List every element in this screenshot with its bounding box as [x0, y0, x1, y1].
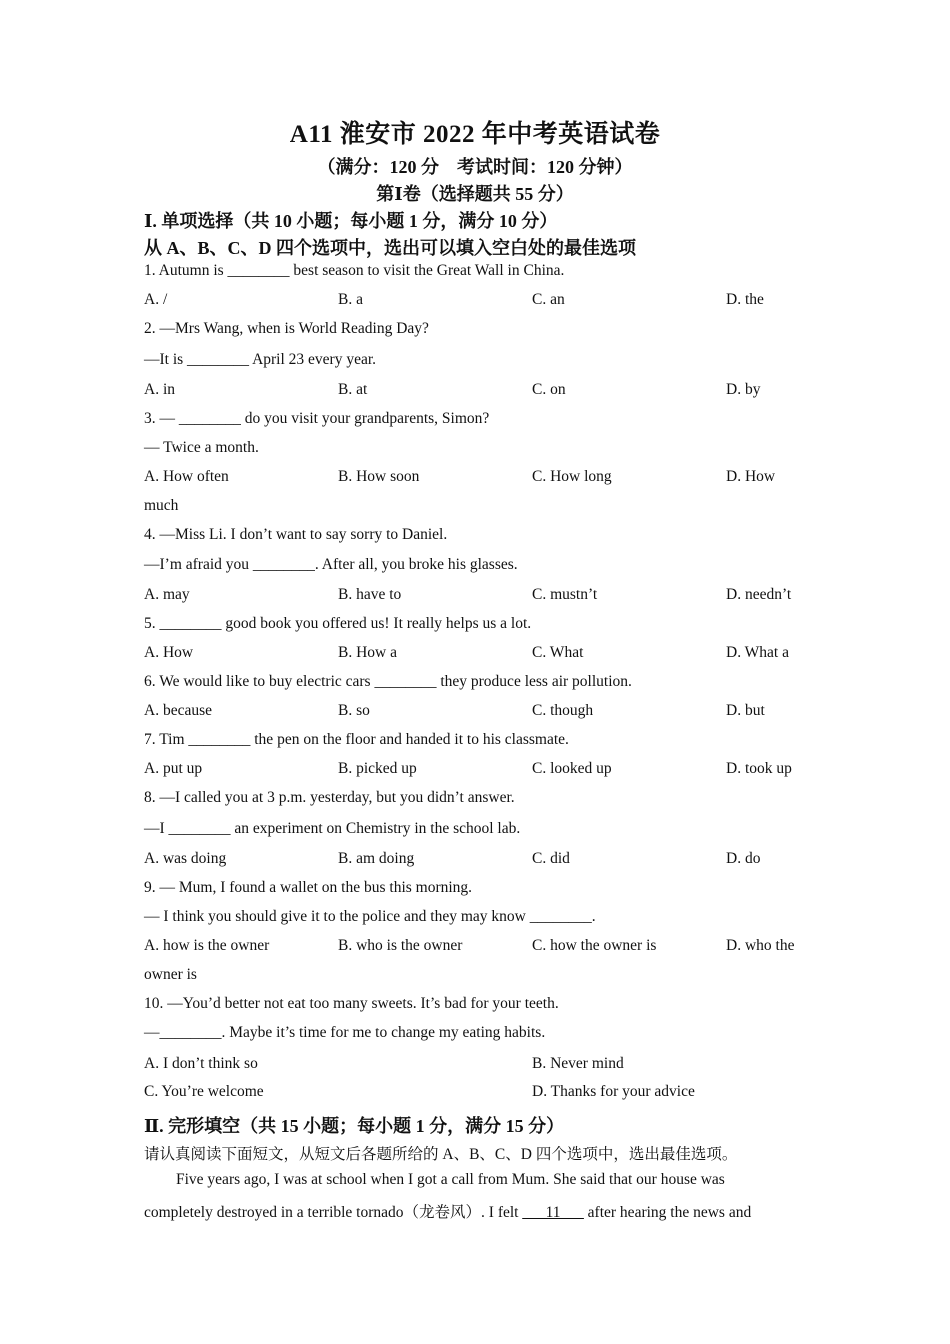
question-2-response: —It is ________ April 23 every year.	[144, 351, 377, 368]
question-3-option-a: A. How often	[144, 468, 229, 485]
question-2-option-d: D. by	[726, 381, 761, 398]
question-1-option-a: A. /	[144, 291, 168, 308]
question-7-option-c: C. looked up	[532, 760, 612, 777]
question-4-option-d: D. needn’t	[726, 586, 792, 603]
question-10-option-d: D. Thanks for your advice	[532, 1083, 695, 1100]
question-8-option-d: D. do	[726, 850, 761, 867]
question-2-option-c: C. on	[532, 381, 566, 398]
question-6-option-d: D. but	[726, 702, 765, 719]
section1-title: Ⅰ. 单项选择（共 10 小题；每小题 1 分，满分 10 分）	[144, 211, 558, 231]
question-4-option-c: C. mustn’t	[532, 586, 598, 603]
question-10-option-a: A. I don’t think so	[144, 1055, 258, 1072]
section1-instruction: 从 A、B、C、D 四个选项中，选出可以填入空白处的最佳选项	[144, 238, 637, 258]
question-6-option-c: C. though	[532, 702, 594, 719]
question-5-option-d: D. What a	[726, 644, 789, 661]
question-5-option-a: A. How	[144, 644, 194, 661]
question-8-stem: 8. —I called you at 3 p.m. yesterday, but you didn’t answer.	[144, 789, 515, 806]
question-4-option-b: B. have to	[338, 586, 402, 603]
question-8-option-c: C. did	[532, 850, 570, 867]
question-6-option-b: B. so	[338, 702, 370, 719]
question-8-option-b: B. am doing	[338, 850, 415, 867]
question-10-option-b: B. Never mind	[532, 1055, 624, 1072]
passage-line-2-end: after hearing the news and	[583, 1204, 752, 1221]
question-3-option-b: B. How soon	[338, 468, 420, 485]
question-1-option-d: D. the	[726, 291, 764, 308]
question-9-option-d: D. who the	[726, 937, 795, 954]
passage-line-2	[144, 1200, 751, 1222]
question-5-stem: 5. ________ good book you offered us! It really helps us a lot.	[144, 615, 532, 632]
question-9-option-b: B. who is the owner	[338, 937, 463, 954]
question-2-stem: 2. —Mrs Wang, when is World Reading Day?	[144, 320, 429, 337]
question-4-response: —I’m afraid you ________. After all, you broke his glasses.	[144, 556, 518, 573]
passage-line-2-start: completely destroyed in a terrible tornado（龙卷风）. I felt	[144, 1204, 523, 1221]
question-3-stem: 3. — ________ do you visit your grandparents, Simon?	[144, 410, 490, 427]
question-9-stem: 9. — Mum, I found a wallet on the bus this morning.	[144, 879, 473, 896]
question-9-response: — I think you should give it to the police and they may know ________.	[144, 908, 596, 925]
volume-heading: 第Ⅰ卷（选择题共 55 分）	[376, 184, 574, 204]
question-7-option-b: B. picked up	[338, 760, 417, 777]
question-8-response: —I ________ an experiment on Chemistry in the school lab.	[144, 820, 521, 837]
question-4-stem: 4. —Miss Li. I don’t want to say sorry to Daniel.	[144, 526, 448, 543]
question-5-option-b: B. How a	[338, 644, 397, 661]
question-3-option-c: C. How long	[532, 468, 612, 485]
question-10-stem: 10. —You’d better not eat too many sweets. It’s bad for your teeth.	[144, 995, 559, 1012]
blank-11: ___11___	[522, 1204, 584, 1221]
question-9-option-c: C. how the owner is	[532, 937, 657, 954]
exam-subtitle: （满分：120 分 考试时间：120 分钟）	[317, 157, 633, 177]
question-7-option-d: D. took up	[726, 760, 792, 777]
question-5-option-c: C. What	[532, 644, 584, 661]
question-1-stem: 1. Autumn is ________ best season to visit the Great Wall in China.	[144, 262, 565, 279]
question-9-option-a: A. how is the owner	[144, 937, 270, 954]
question-1-option-b: B. a	[338, 291, 363, 308]
question-1-option-c: C. an	[532, 291, 565, 308]
question-7-stem: 7. Tim ________ the pen on the floor and handed it to his classmate.	[144, 731, 569, 748]
question-10-response: —________. Maybe it’s time for me to change my eating habits.	[144, 1024, 546, 1041]
passage-line-1: Five years ago, I was at school when I got a call from Mum. She said that our house was	[176, 1171, 725, 1188]
question-10-option-c: C. You’re welcome	[144, 1083, 264, 1100]
question-3-option-d: D. How	[726, 468, 776, 485]
question-6-option-a: A. because	[144, 702, 212, 719]
section2-title: Ⅱ. 完形填空（共 15 小题；每小题 1 分，满分 15 分）	[144, 1116, 565, 1136]
exam-title: A11 淮安市 2022 年中考英语试卷	[289, 121, 661, 148]
section2-instruction: 请认真阅读下面短文，从短文后各题所给的 A、B、C、D 四个选项中，选出最佳选项。	[144, 1146, 738, 1163]
question-9-option-d-wrap: owner is	[144, 966, 197, 983]
question-3-option-d-wrap: much	[144, 497, 179, 514]
question-2-option-b: B. at	[338, 381, 368, 398]
question-2-option-a: A. in	[144, 381, 175, 398]
question-6-stem: 6. We would like to buy electric cars ________ they produce less air pollution.	[144, 673, 632, 690]
question-7-option-a: A. put up	[144, 760, 203, 777]
question-8-option-a: A. was doing	[144, 850, 227, 867]
question-4-option-a: A. may	[144, 586, 190, 603]
question-3-response: — Twice a month.	[144, 439, 259, 456]
